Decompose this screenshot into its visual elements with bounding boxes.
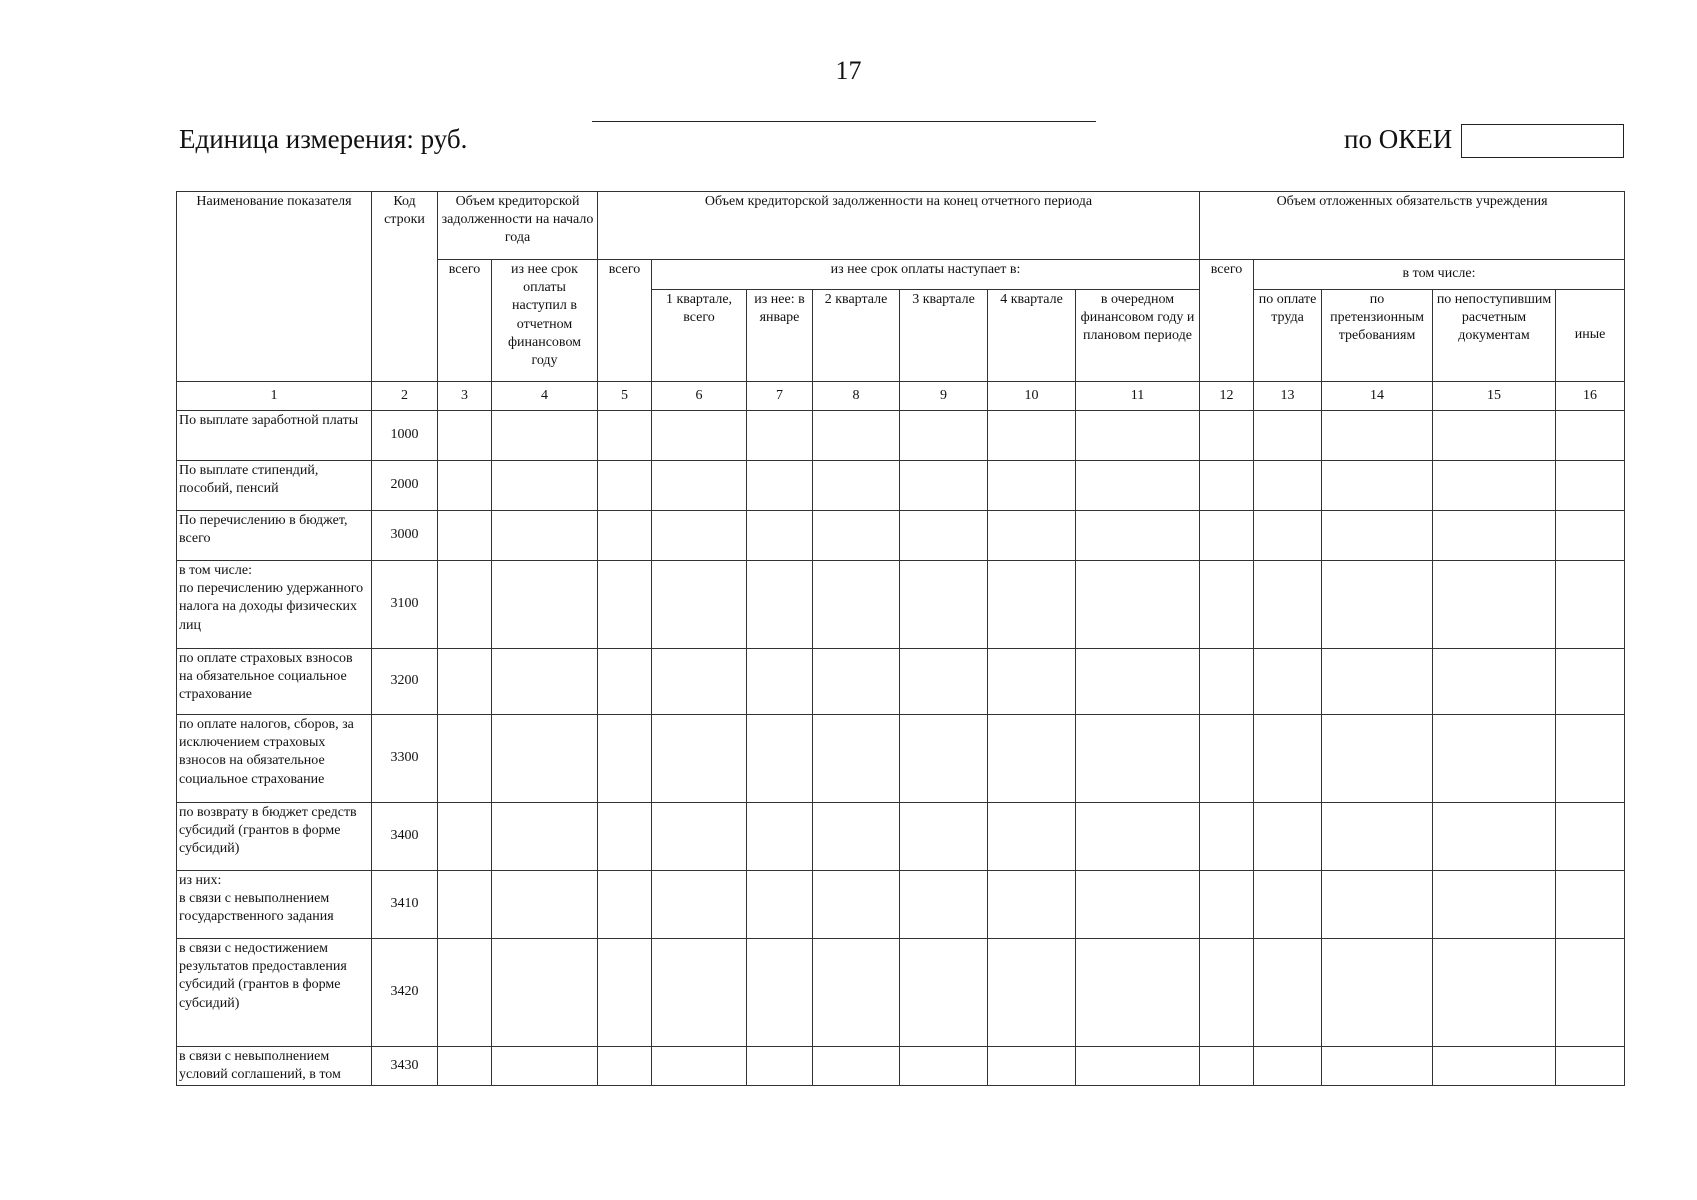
value-cell-col13[interactable] [1254, 561, 1322, 649]
value-cell-col6[interactable] [652, 649, 747, 715]
value-cell-col16[interactable] [1556, 939, 1625, 1047]
value-cell-col3[interactable] [438, 1047, 492, 1086]
value-cell-col13[interactable] [1254, 411, 1322, 461]
value-cell-col4[interactable] [492, 411, 598, 461]
value-cell-col11[interactable] [1076, 461, 1200, 511]
column-number: 12 [1200, 382, 1254, 411]
value-cell-col4[interactable] [492, 461, 598, 511]
value-cell-col12[interactable] [1200, 461, 1254, 511]
value-cell-col9[interactable] [900, 649, 988, 715]
row-indicator-text: По выплате стипендий, пособий, пенсий [179, 463, 319, 497]
column-number: 5 [598, 382, 652, 411]
table-row [177, 803, 1625, 871]
value-cell-col14[interactable] [1322, 411, 1433, 461]
value-cell-col14[interactable] [1322, 511, 1433, 561]
value-cell-col14[interactable] [1322, 715, 1433, 803]
value-cell-col9[interactable] [900, 511, 988, 561]
value-cell-col15[interactable] [1433, 939, 1556, 1047]
value-cell-col14[interactable] [1322, 649, 1433, 715]
value-cell-col15[interactable] [1433, 803, 1556, 871]
page-number: 17 [835, 56, 862, 85]
row-indicator-text: в связи с недостижением результатов предоставления субсидий (грантов в форме субсидий) [179, 941, 347, 1011]
value-cell-col8[interactable] [813, 561, 900, 649]
value-cell-col3[interactable] [438, 561, 492, 649]
value-cell-col16[interactable] [1556, 715, 1625, 803]
header-beginning-of-year: Объем кредиторской задолженности на начало года [438, 192, 598, 260]
value-cell-col16[interactable] [1556, 803, 1625, 871]
table-row [177, 871, 1625, 939]
row-line-code: 3200 [372, 649, 438, 715]
value-cell-col5[interactable] [598, 939, 652, 1047]
column-number: 2 [372, 382, 438, 411]
value-cell-col7[interactable] [747, 939, 813, 1047]
value-cell-col11[interactable] [1076, 939, 1200, 1047]
column-number: 11 [1076, 382, 1200, 411]
value-cell-col8[interactable] [813, 715, 900, 803]
row-indicator-text: по оплате налогов, сборов, за исключением страховых взносов на обязательное социальное страхование [179, 717, 354, 787]
value-cell-col11[interactable] [1076, 411, 1200, 461]
value-cell-col11[interactable] [1076, 561, 1200, 649]
value-cell-col9[interactable] [900, 939, 988, 1047]
value-cell-col11[interactable] [1076, 1047, 1200, 1086]
value-cell-col7[interactable] [747, 411, 813, 461]
row-indicator-name [177, 511, 372, 561]
value-cell-col10[interactable] [988, 649, 1076, 715]
column-number: 9 [900, 382, 988, 411]
row-indicator-name [177, 411, 372, 461]
value-cell-col16[interactable] [1556, 411, 1625, 461]
row-line-code: 2000 [372, 461, 438, 511]
value-cell-col6[interactable] [652, 511, 747, 561]
value-cell-col10[interactable] [988, 411, 1076, 461]
value-cell-col13[interactable] [1254, 939, 1322, 1047]
row-indicator-text: по оплате страховых взносов на обязательное социальное страхование [179, 651, 353, 703]
header-indicator-name: Наименование показателя [177, 192, 372, 382]
value-cell-col5[interactable] [598, 803, 652, 871]
payables-table [176, 191, 1625, 1086]
value-cell-col15[interactable] [1433, 561, 1556, 649]
value-cell-col12[interactable] [1200, 561, 1254, 649]
value-cell-col15[interactable] [1433, 1047, 1556, 1086]
header-claims: по претензионным требованиям [1322, 290, 1433, 382]
table-row [177, 411, 1625, 461]
value-cell-col16[interactable] [1556, 871, 1625, 939]
column-number: 7 [747, 382, 813, 411]
value-cell-col10[interactable] [988, 715, 1076, 803]
value-cell-col5[interactable] [598, 649, 652, 715]
value-cell-col9[interactable] [900, 715, 988, 803]
row-indicator-name [177, 871, 372, 939]
value-cell-col15[interactable] [1433, 511, 1556, 561]
value-cell-col14[interactable] [1322, 803, 1433, 871]
header-january: из нее: в январе [747, 290, 813, 382]
header-col5-total: всего [598, 260, 652, 382]
table-row [177, 649, 1625, 715]
okei-code-field[interactable] [1461, 124, 1624, 158]
value-cell-col6[interactable] [652, 461, 747, 511]
header-due-in: из нее срок оплаты наступает в: [652, 260, 1200, 290]
value-cell-col15[interactable] [1433, 715, 1556, 803]
value-cell-col6[interactable] [652, 715, 747, 803]
value-cell-col12[interactable] [1200, 1047, 1254, 1086]
value-cell-col5[interactable] [598, 561, 652, 649]
value-cell-col3[interactable] [438, 803, 492, 871]
value-cell-col5[interactable] [598, 871, 652, 939]
value-cell-col9[interactable] [900, 461, 988, 511]
value-cell-col7[interactable] [747, 803, 813, 871]
value-cell-col11[interactable] [1076, 511, 1200, 561]
column-number: 13 [1254, 382, 1322, 411]
row-line-code: 3400 [372, 803, 438, 871]
value-cell-col10[interactable] [988, 461, 1076, 511]
row-line-code: 3300 [372, 715, 438, 803]
row-indicator-text: из них: в связи с невыполнением государственного задания [179, 873, 334, 925]
value-cell-col7[interactable] [747, 715, 813, 803]
value-cell-col12[interactable] [1200, 715, 1254, 803]
table-row [177, 561, 1625, 649]
value-cell-col8[interactable] [813, 939, 900, 1047]
value-cell-col14[interactable] [1322, 461, 1433, 511]
value-cell-col9[interactable] [900, 803, 988, 871]
value-cell-col12[interactable] [1200, 649, 1254, 715]
value-cell-col4[interactable] [492, 871, 598, 939]
header-labor: по оплате труда [1254, 290, 1322, 382]
okei-label: по ОКЕИ [1344, 124, 1453, 154]
value-cell-col13[interactable] [1254, 461, 1322, 511]
row-indicator-name [177, 649, 372, 715]
header-other: иные [1556, 290, 1625, 382]
column-number: 14 [1322, 382, 1433, 411]
value-cell-col13[interactable] [1254, 511, 1322, 561]
value-cell-col11[interactable] [1076, 871, 1200, 939]
value-cell-col5[interactable] [598, 511, 652, 561]
value-cell-col5[interactable] [598, 411, 652, 461]
header-q4: 4 квартале [988, 290, 1076, 382]
row-line-code: 3000 [372, 511, 438, 561]
header-next-period: в очередном финансовом году и плановом периоде [1076, 290, 1200, 382]
value-cell-col7[interactable] [747, 1047, 813, 1086]
value-cell-col11[interactable] [1076, 803, 1200, 871]
value-cell-col9[interactable] [900, 871, 988, 939]
value-cell-col15[interactable] [1433, 871, 1556, 939]
value-cell-col7[interactable] [747, 461, 813, 511]
column-number: 6 [652, 382, 747, 411]
unit-of-measure-label: Единица измерения: руб. [179, 124, 468, 154]
value-cell-col16[interactable] [1556, 649, 1625, 715]
value-cell-col7[interactable] [747, 649, 813, 715]
row-line-code: 3100 [372, 561, 438, 649]
value-cell-col4[interactable] [492, 561, 598, 649]
table-row [177, 939, 1625, 1047]
value-cell-col4[interactable] [492, 649, 598, 715]
header-line-code: Код строки [372, 192, 438, 382]
value-cell-col9[interactable] [900, 411, 988, 461]
value-cell-col6[interactable] [652, 871, 747, 939]
header-including: в том числе: [1254, 260, 1625, 290]
row-indicator-name [177, 715, 372, 803]
header-deferred-obligations: Объем отложенных обязательств учреждения [1200, 192, 1625, 260]
header-q1: 1 квартале, всего [652, 290, 747, 382]
column-number: 16 [1556, 382, 1625, 411]
value-cell-col8[interactable] [813, 461, 900, 511]
value-cell-col7[interactable] [747, 871, 813, 939]
value-cell-col16[interactable] [1556, 461, 1625, 511]
value-cell-col16[interactable] [1556, 511, 1625, 561]
column-number-row [177, 382, 1625, 411]
value-cell-col3[interactable] [438, 871, 492, 939]
table-row [177, 461, 1625, 511]
value-cell-col15[interactable] [1433, 461, 1556, 511]
value-cell-col14[interactable] [1322, 939, 1433, 1047]
table-row [177, 715, 1625, 803]
value-cell-col11[interactable] [1076, 715, 1200, 803]
value-cell-col4[interactable] [492, 511, 598, 561]
row-line-code: 1000 [372, 411, 438, 461]
value-cell-col10[interactable] [988, 803, 1076, 871]
value-cell-col3[interactable] [438, 715, 492, 803]
value-cell-col15[interactable] [1433, 649, 1556, 715]
value-cell-col3[interactable] [438, 939, 492, 1047]
value-cell-col12[interactable] [1200, 411, 1254, 461]
value-cell-col3[interactable] [438, 461, 492, 511]
value-cell-col9[interactable] [900, 1047, 988, 1086]
value-cell-col13[interactable] [1254, 1047, 1322, 1086]
row-line-code: 3410 [372, 871, 438, 939]
value-cell-col10[interactable] [988, 1047, 1076, 1086]
value-cell-col6[interactable] [652, 939, 747, 1047]
value-cell-col3[interactable] [438, 649, 492, 715]
value-cell-col10[interactable] [988, 871, 1076, 939]
header-q2: 2 квартале [813, 290, 900, 382]
value-cell-col12[interactable] [1200, 511, 1254, 561]
value-cell-col16[interactable] [1556, 1047, 1625, 1086]
value-cell-col4[interactable] [492, 939, 598, 1047]
row-line-code: 3430 [372, 1047, 438, 1086]
value-cell-col7[interactable] [747, 561, 813, 649]
header-col3-total: всего [438, 260, 492, 382]
row-indicator-name [177, 461, 372, 511]
value-cell-col10[interactable] [988, 561, 1076, 649]
value-cell-col8[interactable] [813, 803, 900, 871]
value-cell-col8[interactable] [813, 1047, 900, 1086]
row-indicator-text: По перечислению в бюджет, всего [179, 513, 348, 547]
header-end-of-period: Объем кредиторской задолженности на конец отчетного периода [598, 192, 1200, 260]
column-number: 10 [988, 382, 1076, 411]
value-cell-col6[interactable] [652, 411, 747, 461]
value-cell-col13[interactable] [1254, 649, 1322, 715]
value-cell-col8[interactable] [813, 871, 900, 939]
row-indicator-text: По выплате заработной платы [179, 413, 359, 428]
header-col12-total: всего [1200, 260, 1254, 382]
value-cell-col5[interactable] [598, 715, 652, 803]
value-cell-col4[interactable] [492, 715, 598, 803]
value-cell-col13[interactable] [1254, 871, 1322, 939]
value-cell-col4[interactable] [492, 1047, 598, 1086]
row-indicator-name [177, 803, 372, 871]
row-indicator-name [177, 561, 372, 649]
header-q3: 3 квартале [900, 290, 988, 382]
value-cell-col5[interactable] [598, 461, 652, 511]
value-cell-col6[interactable] [652, 561, 747, 649]
value-cell-col12[interactable] [1200, 939, 1254, 1047]
value-cell-col3[interactable] [438, 411, 492, 461]
value-cell-col8[interactable] [813, 411, 900, 461]
value-cell-col10[interactable] [988, 939, 1076, 1047]
value-cell-col16[interactable] [1556, 561, 1625, 649]
column-number: 4 [492, 382, 598, 411]
column-number: 15 [1433, 382, 1556, 411]
header-rule [592, 121, 1096, 122]
value-cell-col8[interactable] [813, 511, 900, 561]
value-cell-col11[interactable] [1076, 649, 1200, 715]
value-cell-col13[interactable] [1254, 715, 1322, 803]
value-cell-col3[interactable] [438, 511, 492, 561]
row-indicator-text: в том числе: по перечислению удержанного налога на доходы физических лиц [179, 563, 364, 633]
table-row [177, 511, 1625, 561]
value-cell-col13[interactable] [1254, 803, 1322, 871]
row-line-code: 3420 [372, 939, 438, 1047]
value-cell-col12[interactable] [1200, 803, 1254, 871]
column-number: 1 [177, 382, 372, 411]
value-cell-col5[interactable] [598, 1047, 652, 1086]
value-cell-col8[interactable] [813, 649, 900, 715]
row-indicator-name [177, 939, 372, 1047]
value-cell-col14[interactable] [1322, 561, 1433, 649]
row-indicator-text: в связи с невыполнением условий соглашений, в том [179, 1049, 341, 1083]
header-documents: по непоступившим расчетным документам [1433, 290, 1556, 382]
row-indicator-name [177, 1047, 372, 1086]
header-col4-overdue: из нее срок оплаты наступил в отчетном финансовом году [492, 260, 598, 382]
value-cell-col12[interactable] [1200, 871, 1254, 939]
value-cell-col14[interactable] [1322, 1047, 1433, 1086]
row-indicator-text: по возврату в бюджет средств субсидий (грантов в форме субсидий) [179, 805, 357, 857]
value-cell-col6[interactable] [652, 1047, 747, 1086]
value-cell-col9[interactable] [900, 561, 988, 649]
value-cell-col4[interactable] [492, 803, 598, 871]
table-row [177, 1047, 1625, 1086]
column-number: 3 [438, 382, 492, 411]
value-cell-col15[interactable] [1433, 411, 1556, 461]
value-cell-col10[interactable] [988, 511, 1076, 561]
value-cell-col14[interactable] [1322, 871, 1433, 939]
column-number: 8 [813, 382, 900, 411]
value-cell-col6[interactable] [652, 803, 747, 871]
value-cell-col7[interactable] [747, 511, 813, 561]
